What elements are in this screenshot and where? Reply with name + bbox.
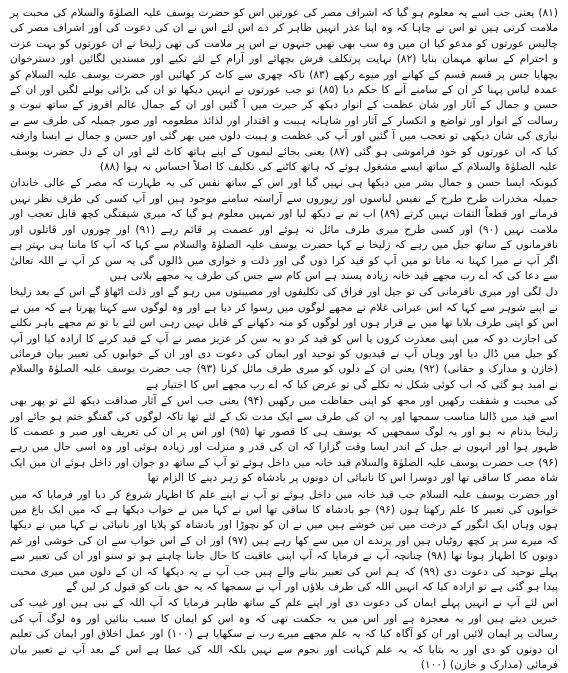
paragraph-4: کی محبت و شفقت رکھیں اور مجھ کو اپنی حفاظت میں رکھیں (۹۴) یعنی جب اس کے آثار صداقت دیکھ لئے تو پھر بھی اسے قید میں ڈالنا مناسب سمجھا اور یہ ان کی طرف سے ایک مدت تک کے لئے تھا تاکہ لوگوں کی گفتگو ختم ہو جائے اور زلیخا بدنام نہ ہو اور یہ لوگ سمجھیں کہ یوسف ہی کا قصور تھا (۹۵) اور اس پر ان کی تعریف اور صبر و عصمت کا ظہور ہوا اور انہوں نے جیل کے اندر ایسا وقت گزارا کہ ان کی قدر و منزلت اور زیادہ ہوئی اور وہ اسی حال میں رہے (۹۶) جب حضرت یوسف علیہ الصلوٰۃ والسلام قید خانہ میں داخل ہوئے تو آپ کے ساتھ دو جوان اور داخل ہوئے ان میں ایک شاہ مصر کا ساقی تھا اور دوسرا اس کا نانبائی ان دونوں پر بادشاہ کو زہر دینے کا الزام تھا <box>10 395 559 485</box>
paragraph-5: اور حضرت یوسف علیہ السلام جب قید خانہ میں داخل ہوئے تو آپ نے اپنے علم کا اظہار شروع کر دیا اور فرمایا کہ میں خوابوں کی تعبیر کا علم رکھتا ہوں (۹۶) جو بادشاہ کا ساقی تھا اس نے کہا میں نے خواب دیکھا ہے کہ میں ایک باغ میں ہوں وہاں ایک انگور کے درخت میں تین خوشے ہیں میں نے ان کو نچوڑا اور بادشاہ کو پلایا اور نانبائی نے کہا میں نے دیکھا کہ میرے سر پر کچھ روٹیاں ہیں اور پرندے ان میں سے کھا رہے ہیں (۹۷) اور ان کے اس خواب سے ان کی خوشی اور غم دونوں کا اظہار ہوتا تھا (۹۸) چنانچہ آپ نے فرمایا کہ آپ اپنی عاقبت کا حال جاننا چاہتے ہو تو سنو اور ان کی تعبیر سے پہلے توحید کی دعوت دی (۹۹) کہ ہم اس کی تعبیر بتانے والے ہیں جب آپ نے یہ دیکھا کہ ان کے دلوں میں میری محبت پیدا ہو گئی ہے تو ارادہ کیا کہ انہیں اللہ کی طرف بلاؤں اور آپ نے سمجھا کہ یہ حق بات کو قبول کر لیں گے <box>10 488 559 594</box>
paragraph-2: کیونکہ ایسا حسن و جمال بشر میں دیکھا ہی نہیں گیا اور اس کے ساتھ نفس کی یہ طہارت کہ مصر کے عالی خاندان جمیلہ مخدرات طرح طرح کے نفیس لباسوں اور زیوروں سے آراستہ سامنے موجود ہیں اور آپ کسی کی طرف نظر نہیں فرماتے اور قطعاً التفات نہیں کرتے (۸۹) اب تم نے دیکھ لیا اور تمہیں معلوم ہو گیا کہ میری شیفتگی کچھ قابل تعجب اور ملامت نہیں (۹۰) اور کسی طرح میری طرف مائل نہ ہوئے اور عصمت پر قائم رہے (۹۱) اور چوروں اور قاتلوں اور نافرمانوں کے ساتھ جیل میں رہے کہ زلیخا نے کہا حضرت یوسف علیہ الصلوٰۃ والسلام سے کہا کہ آپ کا ماننا ہی بہتر ہے اگر آپ نے میرا کہنا نہ مانا تو میں آپ کو قید کرا دوں گی اور ذلت و خواری میں ڈالوں گی یہ سن کر آپ نے اللہ تعالیٰ سے دعا کی کہ اے رب مجھے قید خانہ زیادہ پسند ہے اس کام سے جس کی طرف یہ مجھے بلاتی ہیں <box>10 177 559 282</box>
urdu-commentary-page <box>10 6 559 672</box>
paragraph-6: اس لئے آپ نے انہیں پہلے ایمان کی دعوت دی اور اپنے علم کے ساتھ ظاہر فرمایا کہ آپ اللہ کے نبی ہیں اور غیب کی خبریں دیتے ہیں اور یہ معجزہ ہے اور اس میں یہ حکمت تھی کہ وہ اس کو ایمان کا سبب بنائیں اور وہ لوگ آپ کی رسالت پر ایمان لائیں اور ان کو آگاہ کیا کہ یہ علم مجھے میرے رب نے سکھایا ہے (۱۰۰) اور عمل اخلاق اور ایمان کی تعلیم ان دونوں کو دی اور یہ بتایا کہ یہ علم کہانت اور نجوم سے نہیں بلکہ اللہ کی عطا ہے اس کے بعد آپ نے تعبیر بیان فرمائی (مدارک و خازن) (۱۰۰) <box>10 597 558 672</box>
paragraph-3: دل لگی اور میری نافرمانی کی تو جیل اور فراق کی تکلیفوں اور مصیبتوں میں رہو گے اور ذلت اٹھاؤ گے اس کے بعد زلیخا نے اپنے شوہر سے کہا کہ اس عبرانی غلام نے مجھے لوگوں میں رسوا کر دیا ہے اور وہ لوگوں سے کہتا پھرتا ہے کہ میں نے اس کو اپنی طرف بلایا تھا میں بے قرار ہوں اور لوگوں کو منہ دکھانے کے قابل نہیں رہی اس لئے یا تو تم مجھے باہر نکلنے کی اجازت دو کہ میں اپنی معذرت کروں یا اس کو قید کر دو یہ سن کر عزیز مصر نے آپ کے قید کرنے کا ارادہ کیا اور آپ کو جیل میں ڈال دیا اور وہاں آپ نے قیدیوں کو توحید اور ایمان کی دعوت دی اور ان کے خوابوں کی تعبیر بیان فرمائی (خازن و مدارک و حقانی) (۹۲) یعنی ان کے دلوں کو میری طرف مائل کرنا (۹۳) جب حضرت یوسف علیہ الصلوٰۃ والسلام نے امید ہو گئی کہ اب کوئی شکل نہ نکلے گی تو عرض کیا کہ اے رب مجھے اس کا اختیار ہے <box>10 286 558 391</box>
paragraph-1: (۸۱) یعنی جب اسے یہ معلوم ہو گیا کہ اشراف مصر کی عورتیں اس کو حضرت یوسف علیہ الصلوٰۃ والسلام کی محبت پر ملامت کرتی ہیں تو اس نے چاہا کہ وہ اپنا عذر انہیں ظاہر کر دے اس لئے اس نے ان کی دعوت کی اور اشراف مصر کی چالیس عورتوں کو مدعو کیا ان میں وہ سب بھی تھیں جنہوں نے اس پر ملامت کی تھی زلیخا نے ان عورتوں کو بہت عزت و احترام کے ساتھ مہمان بنایا (۸۲) نہایت پرتکلف فرش بچھائے اور آرام کے لئے تکیے اور مسندیں لگائیں اور دسترخوان بچھایا جس پر قسم قسم کے کھانے اور میوے رکھے (۸۳) تاکہ چھری سے کاٹ کر کھائیں اور حضرت یوسف علیہ السلام کو عمدہ لباس پہنا کر ان کے سامنے آنے کا حکم دیا (۸۵) تو جب عورتوں نے انہیں دیکھا تو ان کی بڑائی بولنے لگیں اور ان کے حسن و جمال کے آثار اور شان عظمت کے انوار دیکھ کر حیرت میں آ گئیں اور ان کے جمال عالم افروز کے ساتھ نبوت و رسالت کے انوار اور تواضع و انکسار کے آثار اور شاہانہ ہیبت و اقتدار اور لذائذ مطعومہ اور صور جمیلہ کی طرف سے بے نیازی کی شان دیکھی تو تعجب میں آ گئیں اور آپ کی عظمت و ہیبت دلوں میں بھر گئی اور حسن و جمال نے ایسا وارفتہ کیا کہ ان عورتوں کو خود فراموشی ہو گئی (۸۷) یعنی بجائے لیموں کے اپنے ہاتھ کاٹ لئے اور ان کے دل حضرت یوسف علیہ الصلوٰۃ والسلام کے ساتھ ایسے مشغول ہوئے کہ ہاتھ کاٹنے کی تکلیف کا اصلاً احساس نہ ہوا (۸۸) <box>10 7 558 174</box>
